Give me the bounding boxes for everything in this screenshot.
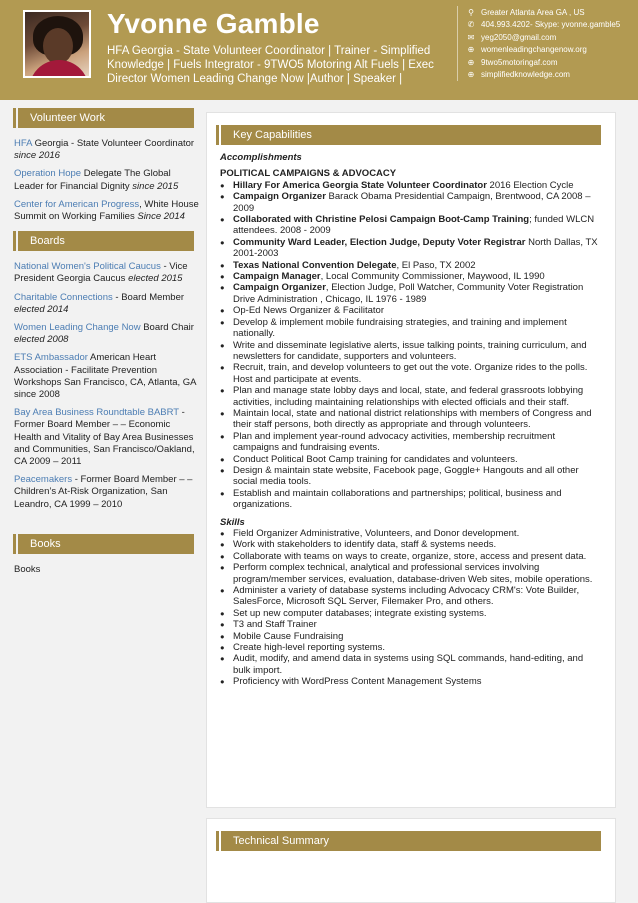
list-item [14,199,200,223]
key-capabilities-panel [206,112,616,808]
org-description: - Former Board Member – – Economic Health and Vitality of Bay Area Businesses and Communities, San Francisco/Oakland, CA 2009 – 2011 [14,407,195,468]
contact-text: womenleadingchangenow.org [481,45,587,55]
accomplishment-text: Develop & implement mobile fundraising strategies, and training and implement nationally. [233,316,567,340]
accomplishment-item [220,465,602,488]
globe-icon: ⊕ [467,57,475,67]
org-link[interactable]: National Women's Political Caucus [14,261,161,273]
org-description: Board Chair [140,322,194,334]
list-item [14,407,200,468]
section-title-technical: Technical Summary [221,831,601,851]
org-link[interactable]: Operation Hope [14,168,82,180]
accomplishment-text: , Election Judge, Poll Watcher, Community Voter Registration Drive Administration , Chicago, IL 1976 - 1989 [233,282,584,305]
skills-list [220,528,602,688]
accomplishment-item [220,340,602,363]
list-item [14,168,200,192]
accomplishment-text: , El Paso, TX 2002 [396,259,476,271]
accomplishment-text: Barack Obama Presidential Campaign, Brentwood, CA 2008 – 2009 [233,191,591,214]
accomplishment-bold: Campaign Manager [233,271,321,283]
political-heading: POLITICAL CAMPAIGNS & ADVOCACY [220,168,397,180]
section-title-volunteer: Volunteer Work [18,108,194,128]
accomplishment-text: Write and disseminate legislative alerts, issue talking points, training curriculum, and newsletters for candidate, supporters and volunteers. [233,339,587,362]
accomplishment-item [220,271,602,282]
accomplishment-text: Plan and implement year-round advocacy activities, membership recruitment campaigns and fundraising events. [233,430,556,454]
org-link[interactable]: Center for American Progress [14,198,140,210]
contact-list [457,6,638,81]
contact-text: yeg2050@gmail.com [481,32,557,42]
org-link[interactable]: Charitable Connections [14,291,113,303]
accomplishment-text: Design & maintain state website, Facebook page, Goggle+ Hangouts and all other social media tools. [233,464,579,488]
accomplishment-bold: Campaign Organizer [233,191,326,203]
org-description: American Heart Association - Facilitate Prevention Workshops San Francisco, CA, Atlanta, GA since 2008 [14,352,196,401]
section-title-boards: Boards [18,231,194,251]
contact-item[interactable] [466,31,638,44]
org-description: Delegate The Global Leader for Financial Dignity [14,168,171,192]
accomplishment-item [220,454,602,465]
org-link[interactable]: Bay Area Business Roundtable BABRT [14,407,179,419]
books-text: Books [14,563,41,575]
skill-item: ● Perform complex technical, analytical and professional services involving program/member services, evaluation, database-driven Web sites, mobile operations. [220,562,602,585]
globe-icon: ⊕ [467,70,475,80]
location-pin-icon: ⚲ [468,7,474,17]
header-banner [0,0,638,100]
org-date: Since 2014 [137,211,185,223]
accomplishment-item [220,260,602,271]
contact-item[interactable] [466,69,638,82]
section-title-capabilities: Key Capabilities [221,125,601,145]
section-title-books: Books [18,534,194,554]
list-item [14,322,200,346]
list-item [14,474,200,511]
org-description: Georgia - State Volunteer Coordinator [31,138,195,149]
accomplishment-item [220,214,602,237]
accomplishment-text: 2016 Election Cycle [486,179,574,191]
org-link[interactable]: Peacemakers [14,474,73,486]
contact-item[interactable] [466,19,638,32]
accomplishment-text: ; funded WLCN attendees. 2008 - 2009 [233,214,595,237]
accomplishment-item [220,180,602,191]
header-inner [7,0,631,100]
org-date: since 2016 [14,150,60,162]
contact-text: 404.993.4202- Skype: yvonne.gamble5 [481,20,621,30]
skill-item: ● Collaborate with teams on ways to create, organize, store, access and present data. [220,551,602,562]
accomplishment-bold: Collaborated with Christine Pelosi Campaign Boot-Camp Training [233,214,530,226]
org-description: - Vice President Georgia Caucus [14,261,188,285]
profile-name: Yvonne Gamble [107,8,320,39]
left-column [14,108,200,576]
skill-item: ● T3 and Staff Trainer [220,619,602,630]
accomplishment-text: , Local Community Commissioner, Maywood, IL 1990 [320,271,545,283]
avatar-body [29,60,89,78]
skill-item: ● Set up new computer databases; integrate existing systems. [220,608,602,619]
avatar [23,10,91,78]
avatar-face [43,28,73,64]
org-date: elected 2008 [14,334,69,346]
skill-item: ● Create high-level reporting systems. [220,642,602,653]
accomplishment-item [220,362,602,385]
accomplishment-item [220,237,602,260]
org-date: elected 2014 [14,303,69,315]
list-item [14,292,200,316]
accomplishment-item [220,282,602,305]
accomplishment-bold: Community Ward Leader, Election Judge, Deputy Voter Registrar [233,236,526,248]
org-link[interactable]: Women Leading Change Now [14,322,141,334]
capabilities-content [207,152,615,688]
list-item [14,352,200,401]
globe-icon: ⊕ [467,45,475,55]
org-date: since 2015 [132,180,179,192]
accomplishment-text: Conduct Political Boot Camp training for candidates and volunteers. [233,453,518,465]
accomplishment-text: Plan and manage state lobby days and local, state, and federal grassroots lobbying activities, including maintaining relationships with elected officials and their staff. [233,385,584,408]
contact-text: 9two5motoringaf.com [481,57,558,67]
skills-heading: Skills [220,516,245,528]
accomplishment-text: Op-Ed News Organizer & Facilitator [233,305,384,317]
contact-text: simplifiedknowledge.com [481,70,570,80]
accomplishment-item [220,385,602,408]
contact-item[interactable] [466,44,638,57]
org-description: - Board Member [112,291,185,303]
accomplishment-text: Establish and maintain collaborations and partnerships; political, business and organizations. [233,487,562,511]
accomplishments-list [220,180,602,511]
accomplishment-bold: Campaign Organizer [233,282,326,294]
accomplishment-bold: Hillary For America Georgia State Volunteer Coordinator [233,179,487,191]
list-item [14,261,200,285]
accomplishment-text: Recruit, train, and develop volunteers to get out the vote. Organize rides to the polls. Host and participate at events. [233,362,588,385]
skill-item: ● Proficiency with WordPress Content Management Systems [220,676,602,687]
org-description: , White House Summit on Working Families [14,198,199,223]
accomplishment-item [220,305,602,316]
accomplishment-item [220,317,602,340]
contact-item[interactable] [466,56,638,69]
accomplishment-text: Maintain local, state and national district relationships with members of Congress and their staff persons, both directly as appropriate and through volunteers. [233,407,592,431]
profile-headline: HFA Georgia - State Volunteer Coordinator | Trainer - Simplified Knowledge | Fuels Integrator - 9TWO5 Motoring Alt Fuels | Exec Director Women Leading Change Now |Author | Speaker | [107,45,434,85]
org-link[interactable]: HFA [14,138,32,149]
skill-item: ● Field Organizer Administrative, Volunteers, and Donor development. [220,528,602,539]
skill-item: ● Work with stakeholders to identify data, staff & systems needs. [220,539,602,550]
accomplishments-heading: Accomplishments [220,152,302,163]
phone-icon: ✆ [467,20,475,30]
skill-item: ● Audit, modify, and amend data in systems using SQL commands, hand-editing, and bulk import. [220,653,602,676]
accomplishment-item [220,488,602,511]
org-link[interactable]: ETS Ambassador [14,352,88,364]
accomplishment-item [220,408,602,431]
org-description: - Former Board Member – – Children’s At-Risk Organization, San Leandro, CA 1999 – 2010 [14,474,193,510]
technical-summary-panel [206,818,616,903]
contact-item[interactable] [466,6,638,19]
skill-item: ● Administer a variety of database systems including Advocacy CRM's: Vote Builder, SalesForce, Microsoft SQL Server, Filemaker Pro, and others. [220,585,602,608]
boards-list [14,261,200,511]
accomplishment-bold: Texas National Convention Delegate [233,259,397,271]
list-item [14,138,200,162]
volunteer-list [14,138,200,223]
accomplishment-text: North Dallas, TX 2001-2003 [233,236,598,260]
mail-icon: ✉ [467,32,475,42]
org-date: elected 2015 [128,273,183,285]
accomplishment-item [220,191,602,214]
accomplishment-item [220,431,602,454]
contact-text: Greater Atlanta Area GA , US [481,7,585,17]
skill-item: ● Mobile Cause Fundraising [220,631,602,642]
